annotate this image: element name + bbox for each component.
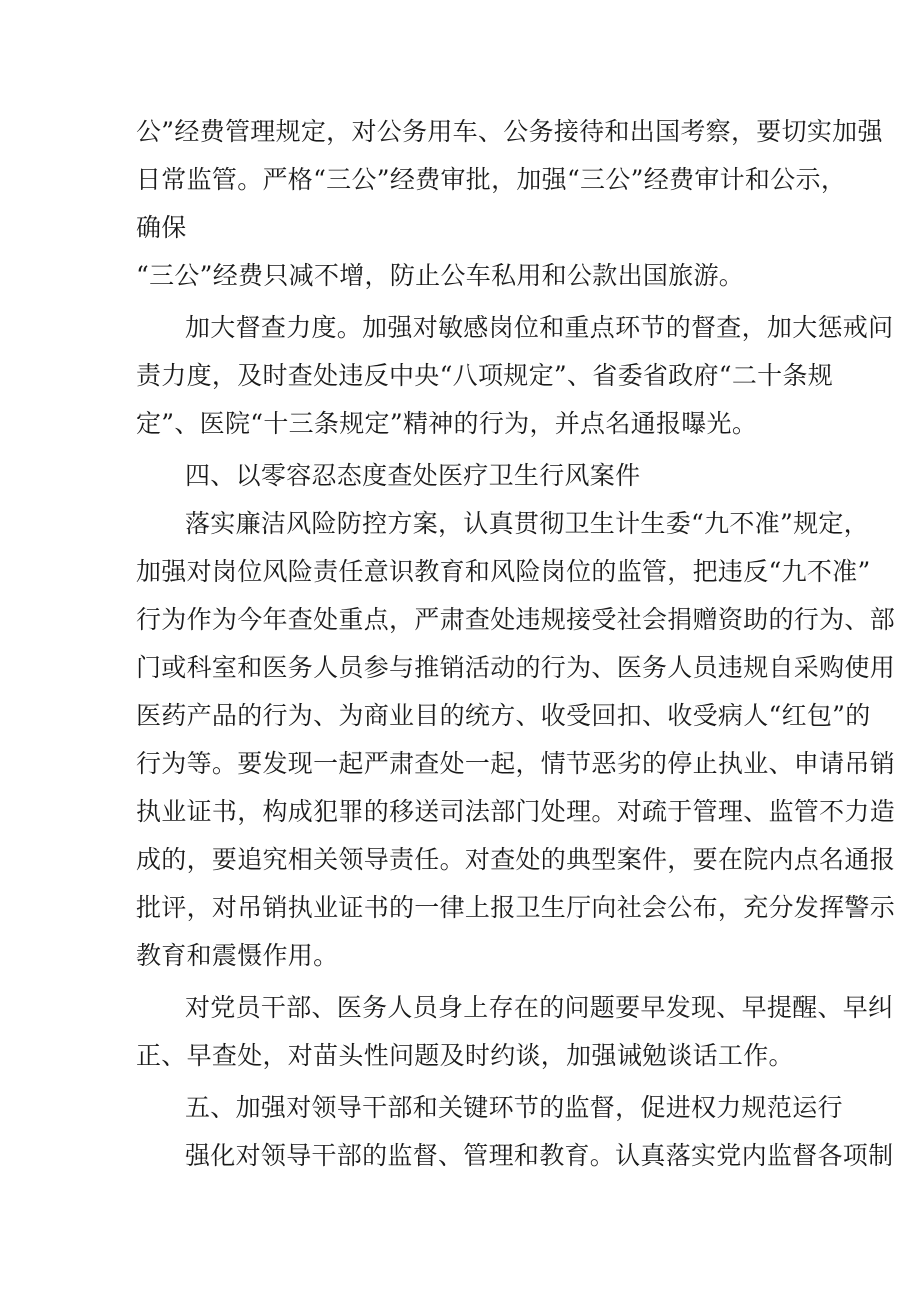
text-line-12: 门或科室和医务人员参与推销活动的行为、医务人员违规自采购使用 — [136, 653, 896, 682]
text-line-7: 定”、医院“十三条规定”精神的行为，并点名通报曝光。 — [136, 409, 758, 438]
paragraph-start-early-warning: 对党员干部、医务人员身上存在的问题要早发现、早提醒、早纠 — [185, 993, 894, 1022]
text-line-2: 日常监管。严格“三公”经费审批，加强“三公”经费审计和公示， — [136, 165, 847, 194]
text-line-18: 教育和震慑作用。 — [136, 941, 339, 970]
paragraph-start-leadership: 强化对领导干部的监督、管理和教育。认真落实党内监督各项制 — [185, 1141, 894, 1170]
text-line-11: 行为作为今年查处重点，严肃查处违规接受社会捐赠资助的行为、部 — [136, 605, 896, 634]
text-line-16: 成的，要追究相关领导责任。对查处的典型案件，要在院内点名通报 — [136, 845, 896, 874]
text-line-3: 确保 — [136, 213, 187, 242]
text-line-15: 执业证书，构成犯罪的移送司法部门处理。对疏于管理、监管不力造 — [136, 797, 896, 826]
text-line-14: 行为等。要发现一起严肃查处一起，情节恶劣的停止执业、申请吊销 — [136, 749, 896, 778]
text-line-10: 加强对岗位风险责任意识教育和风险岗位的监管，把违反“九不准” — [136, 557, 871, 586]
text-line-1: 公”经费管理规定，对公务用车、公务接待和出国考察，要切实加强 — [136, 117, 883, 146]
section-heading-4: 四、以零容忍态度查处医疗卫生行风案件 — [185, 461, 641, 490]
paragraph-start-supervision: 加大督查力度。加强对敏感岗位和重点环节的督查，加大惩戒问 — [185, 313, 894, 342]
text-line-4: “三公”经费只减不增，防止公车私用和公款出国旅游。 — [136, 261, 745, 290]
text-line-6: 责力度，及时查处违反中央“八项规定”、省委省政府“二十条规 — [136, 361, 834, 390]
section-heading-5: 五、加强对领导干部和关键环节的监督，促进权力规范运行 — [185, 1093, 843, 1122]
text-line-13: 医药产品的行为、为商业目的统方、收受回扣、收受病人“红包”的 — [136, 701, 871, 730]
text-line-20: 正、早查处，对苗头性问题及时约谈，加强诫勉谈话工作。 — [136, 1041, 794, 1070]
text-line-17: 批评，对吊销执业证书的一律上报卫生厅向社会公布，充分发挥警示 — [136, 893, 896, 922]
paragraph-start-integrity: 落实廉洁风险防控方案，认真贯彻卫生计生委“九不准”规定， — [185, 509, 869, 538]
